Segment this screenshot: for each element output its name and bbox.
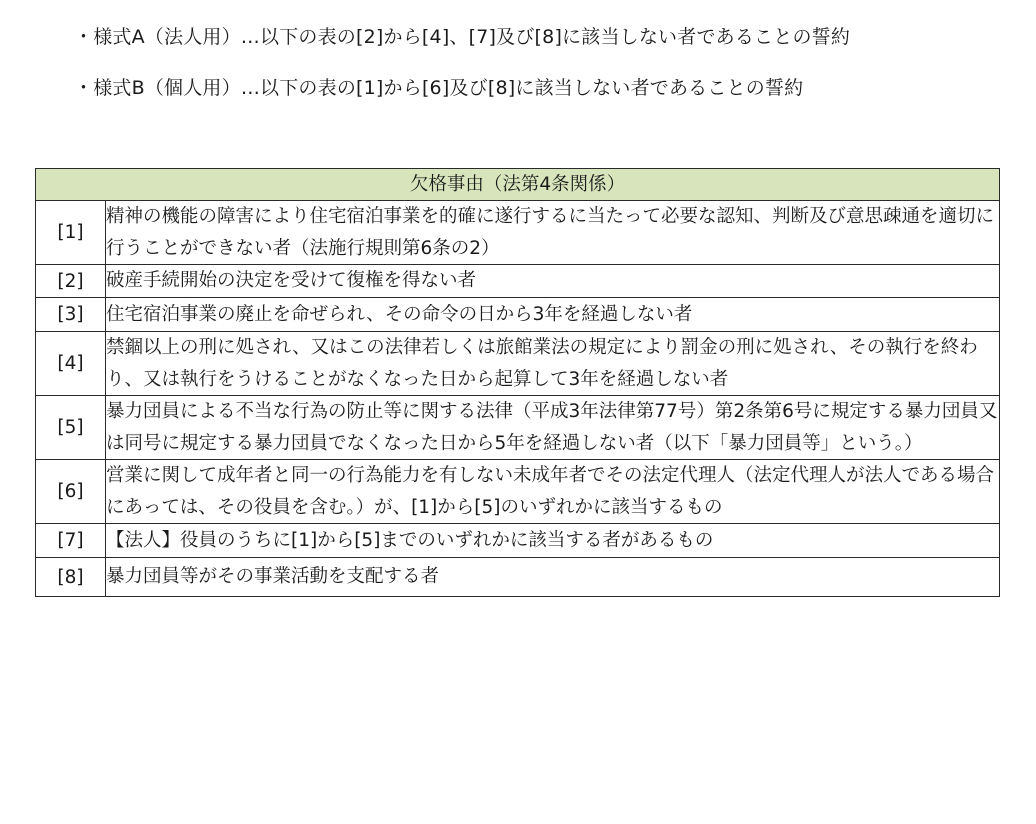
row-number: [4] [36, 332, 106, 396]
row-number: [1] [36, 201, 106, 265]
table-row [36, 265, 1000, 298]
table-header-row [36, 169, 1000, 201]
row-text: 【法人】役員のうちに[1]から[5]までのいずれかに該当する者があるもの [106, 524, 1000, 558]
row-text: 営業に関して成年者と同一の行為能力を有しない未成年者でその法定代理人（法定代理人が法人である場合にあっては、その役員を含む。）が、[1]から[5]のいずれかに該当するもの [106, 460, 1000, 524]
table-row [36, 460, 1000, 524]
table-row [36, 558, 1000, 597]
row-text: 破産手続開始の決定を受けて復権を得ない者 [106, 265, 1000, 298]
intro-line-style-a: ・様式A（法人用）…以下の表の[2]から[4]、[7]及び[8]に該当しない者であることの誓約 [74, 26, 851, 48]
row-number: [3] [36, 298, 106, 332]
table-row [36, 201, 1000, 265]
row-text: 精神の機能の障害により住宅宿泊事業を的確に遂行するに当たって必要な認知、判断及び意思疎通を適切に行うことができない者（法施行規則第6条の2） [106, 201, 1000, 265]
row-number: [2] [36, 265, 106, 298]
row-number: [5] [36, 396, 106, 460]
row-number: [8] [36, 558, 106, 597]
intro-line-style-b: ・様式B（個人用）…以下の表の[1]から[6]及び[8]に該当しない者であることの誓約 [74, 77, 804, 99]
table-row [36, 524, 1000, 558]
row-text: 住宅宿泊事業の廃止を命ぜられ、その命令の日から3年を経過しない者 [106, 298, 1000, 332]
table-row [36, 396, 1000, 460]
table-row [36, 332, 1000, 396]
row-number: [7] [36, 524, 106, 558]
row-text: 禁錮以上の刑に処され、又はこの法律若しくは旅館業法の規定により罰金の刑に処され、その執行を終わり、又は執行をうけることがなくなった日から起算して3年を経過しない者 [106, 332, 1000, 396]
row-text: 暴力団員による不当な行為の防止等に関する法律（平成3年法律第77号）第2条第6号に規定する暴力団員又は同号に規定する暴力団員でなくなった日から5年を経過しない者（以下「暴力団員等」という。） [106, 396, 1000, 460]
disqualification-table [35, 168, 1000, 597]
table-header: 欠格事由（法第4条関係） [36, 169, 1000, 201]
row-text: 暴力団員等がその事業活動を支配する者 [106, 558, 1000, 597]
row-number: [6] [36, 460, 106, 524]
table-row [36, 298, 1000, 332]
